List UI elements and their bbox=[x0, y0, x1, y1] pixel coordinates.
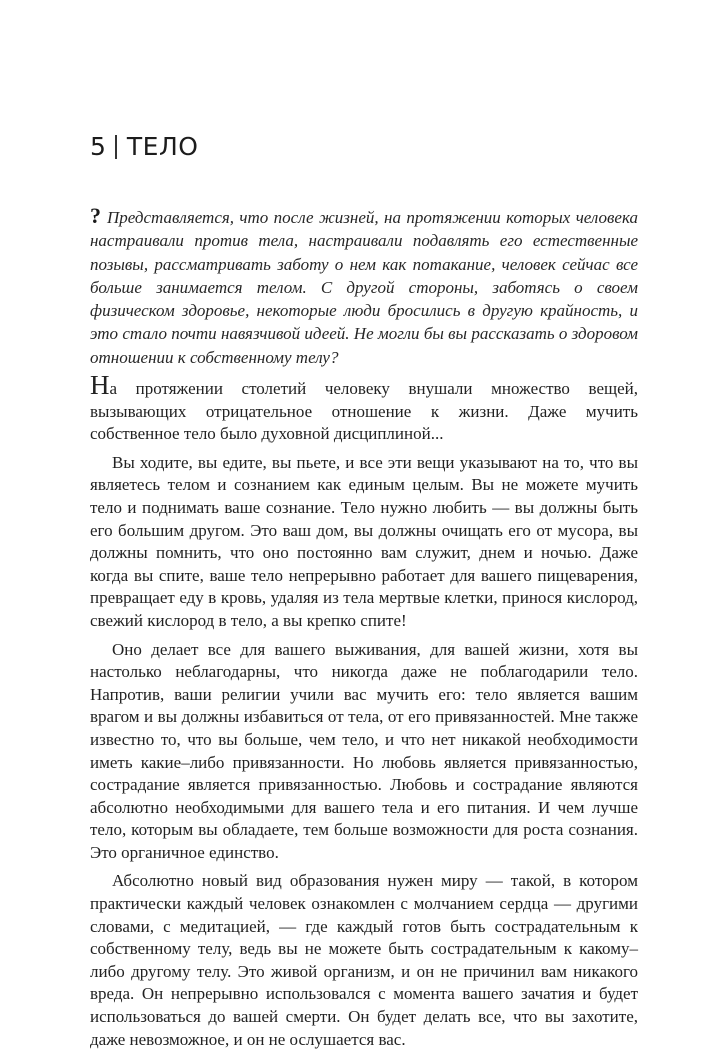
chapter-heading bbox=[90, 132, 198, 161]
question-mark-icon: ? bbox=[90, 203, 101, 228]
paragraph-1 bbox=[90, 370, 638, 446]
question-text: Представляется, что после жизней, на протяжении которых человека настраивали против тела, настраивали подавлять его естественные позывы, рассматривать заботу о нем как потакание, человек сейчас все больше занимается телом. С другой стороны, заботясь о своем физическом здоровье, некоторые люди бросились в другую крайность, и это стало почти навязчивой идеей. Не могли бы вы рассказать о здоровом отношении к собственному телу? bbox=[90, 208, 638, 367]
paragraph-3: Оно делает все для вашего выживания, для вашей жизни, хотя вы настолько неблагодарны, что никогда даже не поблагодарили тело. Напротив, ваши религии учили вас мучить его: тело является вашим врагом и вы должны избавиться от тела, от его привязанностей. Мне также известно то, что вы больше, чем тело, и что нет никакой необходимости иметь какие–либо привязанности. Но любовь является привязанностью, сострадание является привязанностью. Любовь и сострадание являются абсолютно необходимыми для вашего тела и его питания. И чем лучше тело, которым вы обладаете, тем больше возможности для роста сознания. Это органичное единство. bbox=[90, 639, 638, 862]
chapter-title: ТЕЛО bbox=[126, 132, 199, 161]
paragraph-4: Абсолютно новый вид образования нужен миру — такой, в котором практически каждый человек ознакомлен с молчанием сердца — другими словами, с медитацией, — где каждый готов быть сострадательным к собственному телу, ведь вы не можете быть сострадательным к какому–либо другому телу. Это живой организм, и он не причинил вам никакого вреда. Он непрерывно использовался с момента вашего зачатия и будет использоваться до вашей смерти. Он будет делать все, что вы захотите, даже невозможное, и он не ослушается вас. bbox=[90, 871, 638, 1049]
paragraph-1-text: а протяжении столетий человеку внушали множество вещей, вызывающих отрицательное отношение к жизни. Даже мучить собственное тело было духовной дисциплиной... bbox=[90, 379, 638, 444]
body-text bbox=[90, 370, 638, 1051]
initial-letter: Н bbox=[90, 370, 110, 400]
question-block bbox=[90, 204, 638, 369]
paragraph-2: Вы ходите, вы едите, вы пьете, и все эти вещи указывают на то, что вы являетесь телом и сознанием как единым целым. Вы не можете мучить тело и поднимать ваше сознание. Тело нужно любить — вы должны быть его большим другом. Это ваш дом, вы должны очищать его от мусора, вы должны помнить, что оно постоянно вам служит, днем и ночью. Даже когда вы спите, ваше тело непрерывно работает для вашего пищеварения, превращает еду в кровь, удаляя из тела мертвые клетки, принося кислород, свежий кислород в тело, а вы крепко спите! bbox=[90, 452, 638, 630]
chapter-number: 5 bbox=[90, 132, 107, 161]
chapter-divider bbox=[115, 135, 117, 159]
